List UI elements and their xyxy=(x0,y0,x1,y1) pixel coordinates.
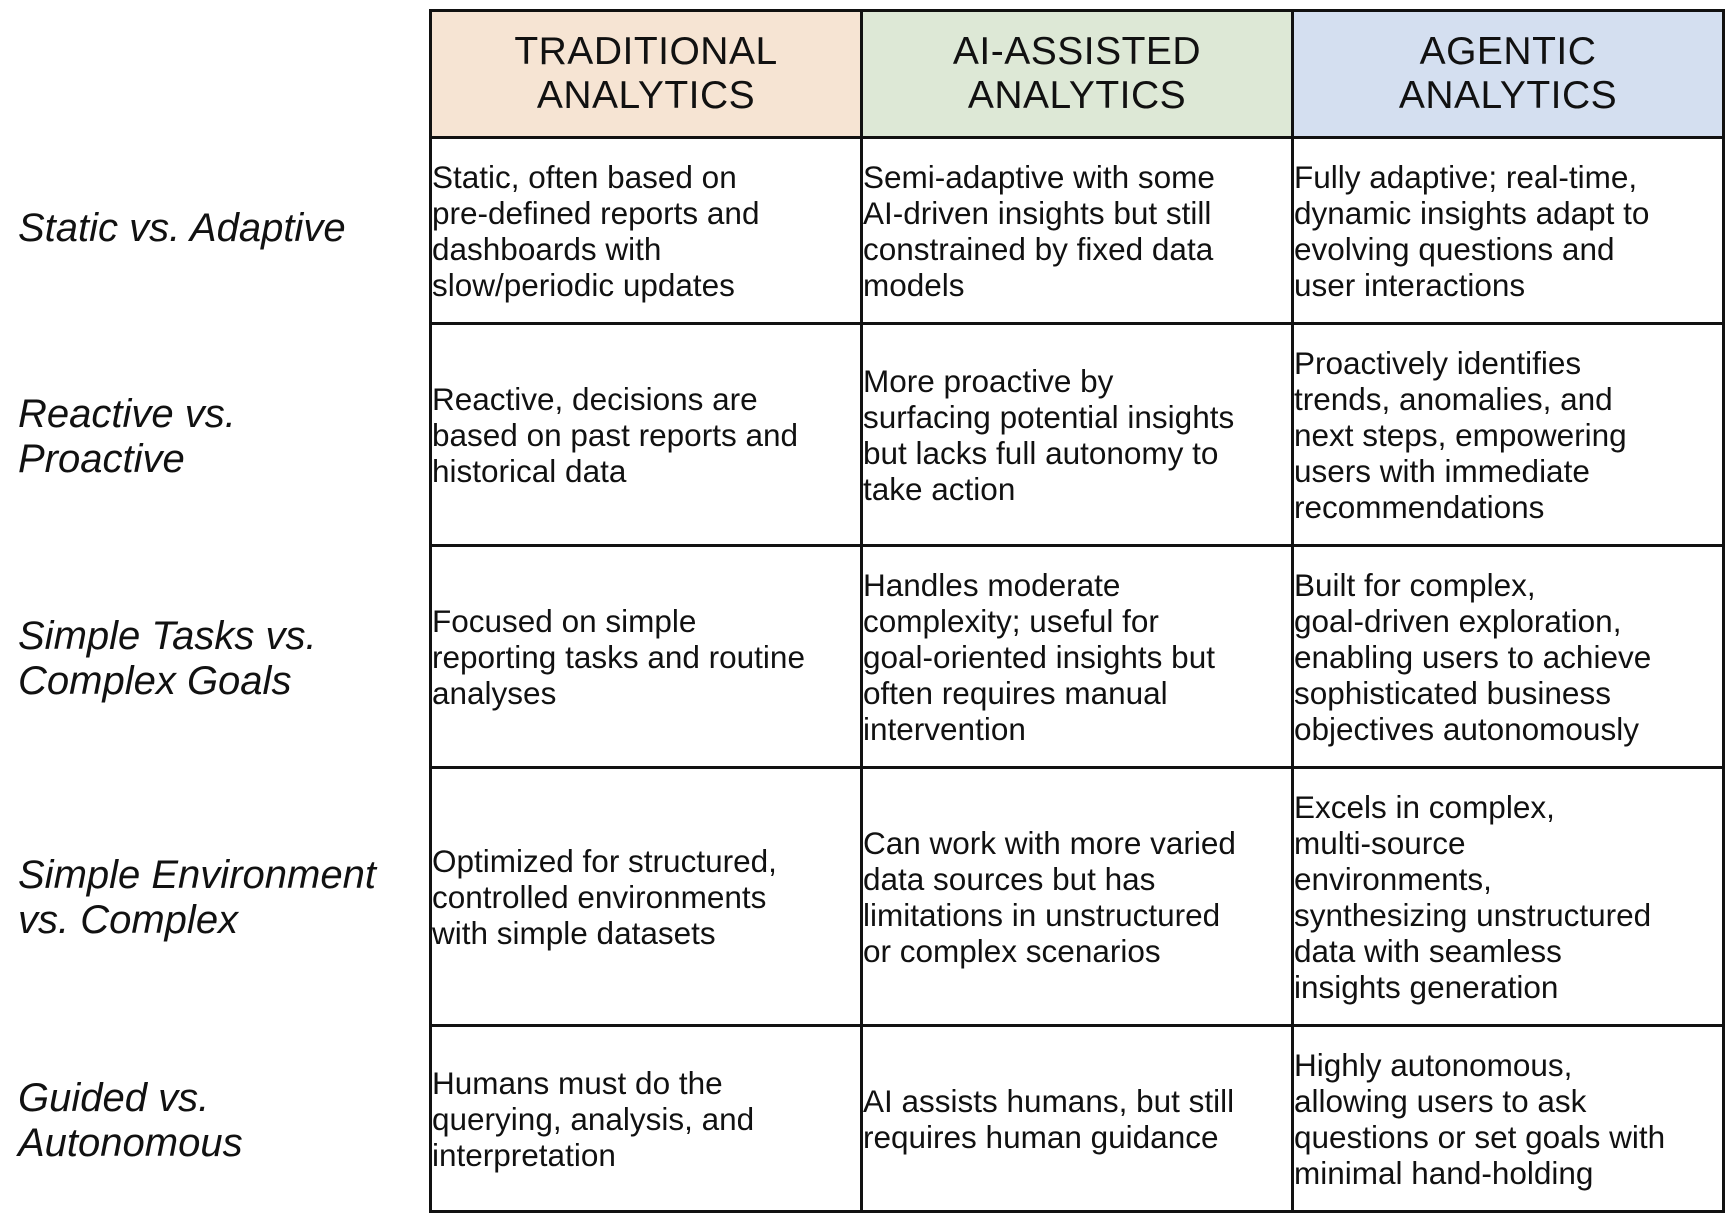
table-cell-ai-assisted: Can work with more varied data sources but has limitations in unstructured or complex scenarios xyxy=(862,768,1293,1026)
table-cell-ai-assisted: Semi-adaptive with some AI-driven insights but still constrained by fixed data models xyxy=(862,138,1293,324)
table-cell-traditional: Optimized for structured, controlled environments with simple datasets xyxy=(431,768,862,1026)
table-cell-traditional: Reactive, decisions are based on past reports and historical data xyxy=(431,324,862,546)
table-cell-agentic: Built for complex, goal-driven exploration, enabling users to achieve sophisticated business objectives autonomously xyxy=(1293,546,1724,768)
table-cell-agentic: Fully adaptive; real-time, dynamic insights adapt to evolving questions and user interactions xyxy=(1293,138,1724,324)
row-label-guided-vs-autonomous xyxy=(18,1028,418,1213)
column-header-ai-assisted-analytics xyxy=(862,11,1293,138)
row-label-simple-tasks-vs-complex-goals xyxy=(18,549,418,768)
table-cell-agentic: Excels in complex, multi-source environments, synthesizing unstructured data with seamless insights generation xyxy=(1293,768,1724,1026)
comparison-table xyxy=(429,9,1725,1213)
table-cell-ai-assisted: More proactive by surfacing potential insights but lacks full autonomy to take action xyxy=(862,324,1293,546)
table-cell-ai-assisted: AI assists humans, but still requires human guidance xyxy=(862,1026,1293,1212)
column-header-agentic-analytics xyxy=(1293,11,1724,138)
table-row xyxy=(431,768,1724,1026)
row-label-simple-environment-vs-complex xyxy=(18,771,418,1025)
column-header-text: AGENTIC ANALYTICS xyxy=(1398,30,1618,117)
column-header-text: TRADITIONAL ANALYTICS xyxy=(514,30,778,117)
row-label-text: Guided vs. Autonomous xyxy=(18,1075,243,1165)
table-cell-agentic: Highly autonomous, allowing users to ask questions or set goals with minimal hand-holding xyxy=(1293,1026,1724,1212)
table-row xyxy=(431,1026,1724,1212)
table-row xyxy=(431,138,1724,324)
row-label-reactive-vs-proactive xyxy=(18,327,418,546)
row-label-text: Simple Environment vs. Complex xyxy=(18,853,376,942)
row-label-text: Simple Tasks vs. Complex Goals xyxy=(18,613,317,703)
table-cell-agentic: Proactively identifies trends, anomalies, and next steps, empowering users with immediate recommendations xyxy=(1293,324,1724,546)
table-cell-traditional: Focused on simple reporting tasks and routine analyses xyxy=(431,546,862,768)
row-label-text: Static vs. Adaptive xyxy=(18,205,346,250)
header-row xyxy=(431,11,1724,138)
table-cell-traditional: Humans must do the querying, analysis, and interpretation xyxy=(431,1026,862,1212)
table-cell-ai-assisted: Handles moderate complexity; useful for goal-oriented insights but often requires manual intervention xyxy=(862,546,1293,768)
column-header-traditional-analytics xyxy=(431,11,862,138)
row-label-static-vs-adaptive xyxy=(18,135,418,321)
row-label-text: Reactive vs. Proactive xyxy=(18,391,236,481)
column-header-text: AI-ASSISTED ANALYTICS xyxy=(952,30,1202,117)
table-cell-traditional: Static, often based on pre-defined reports and dashboards with slow/periodic updates xyxy=(431,138,862,324)
table-row xyxy=(431,324,1724,546)
table-row xyxy=(431,546,1724,768)
